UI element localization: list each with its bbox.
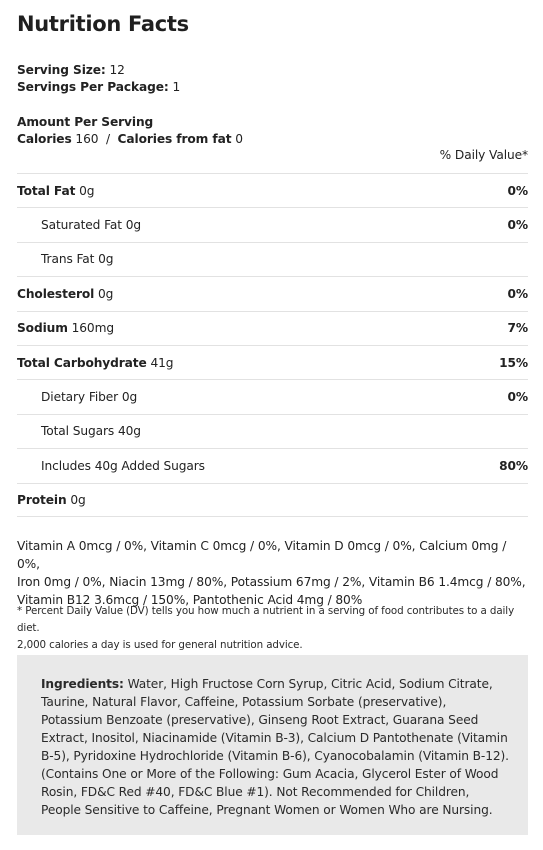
- nutrient-row-protein: [17, 483, 528, 517]
- ingredients-label: Ingredients:: [41, 677, 124, 691]
- serving-size: [17, 62, 180, 79]
- nutrient-row-total-fat: [17, 173, 528, 207]
- nutrient-dv: 80%: [499, 458, 528, 473]
- ingredients-list: Water, High Fructose Corn Syrup, Citric Acid, Sodium Citrate, Taurine, Natural Flavor, Caffeine, Potassium Sorbate (preservative), Potassium Benzoate (preservative), Ginseng Root Extract, Guarana Seed Extract, Inositol, Niacinamide (Vitamin B-3), Calcium D Pantothenate (Vitamin B-5), Pyridoxine Hydrochloride (Vitamin B-6), Cyanocobalamin (Vitamin B-12). (Contains One or More of the Following: Gum Acacia, Glycerol Ester of Wood Rosin, FD&C Red #40, FD&C Blue #1). Not Recommended for Children, People Sensitive to Caffeine, Pregnant Women or Women Who are Nursing.: [41, 677, 509, 817]
- nutrient-name: Cholesterol: [17, 286, 95, 301]
- nutrient-amount: 40g: [117, 424, 141, 439]
- nutrient-name: Protein: [17, 492, 67, 507]
- nutrient-amount: 41g: [150, 355, 174, 370]
- nutrient-name: Includes 40g Added Sugars: [41, 458, 205, 473]
- nutrient-dv: 0%: [507, 390, 528, 405]
- vitamins-line: Vitamin A 0mcg / 0%, Vitamin C 0mcg / 0%, Vitamin D 0mcg / 0%, Calcium 0mg / 0%,: [17, 539, 507, 571]
- nutrient-dv: 0%: [507, 183, 528, 198]
- nutrient-dv: 7%: [507, 321, 528, 336]
- vitamins-minerals: [17, 537, 528, 609]
- nutrient-amount: 0g: [98, 286, 114, 301]
- serving-info: [17, 62, 180, 96]
- footnote-line: 2,000 calories a day is used for general nutrition advice.: [17, 639, 303, 651]
- daily-value-footnote: [17, 603, 528, 654]
- nutrient-amount: 0g: [70, 492, 86, 507]
- serving-size-value: 12: [109, 63, 125, 77]
- nutrient-name: Total Fat: [17, 183, 76, 198]
- nutrient-dv: 0%: [507, 286, 528, 301]
- nutrient-row-cholesterol: [17, 276, 528, 310]
- footnote-line: * Percent Daily Value (DV) tells you how much a nutrient in a serving of food contributes to a daily diet.: [17, 605, 515, 634]
- nutrient-row-total-carbohydrate: [17, 345, 528, 379]
- nutrient-row-dietary-fiber: [17, 379, 528, 413]
- nutrient-row-total-sugars: [17, 414, 528, 448]
- nutrient-amount: 0g: [121, 390, 138, 405]
- ingredients-box: [17, 655, 528, 835]
- calories-from-fat-label: Calories from fat: [117, 132, 232, 146]
- nutrient-name: Total Carbohydrate: [17, 355, 147, 370]
- nutrient-row-added-sugars: [17, 448, 528, 482]
- nutrient-amount: 160mg: [71, 321, 114, 336]
- nutrient-amount: 0g: [98, 252, 114, 267]
- nutrient-row-sodium: [17, 311, 528, 345]
- nutrient-amount: 0g: [79, 183, 95, 198]
- amount-per-serving: [17, 114, 243, 148]
- nutrient-amount: 0g: [125, 218, 141, 233]
- daily-value-header: % Daily Value*: [439, 148, 528, 162]
- vitamins-line: Iron 0mg / 0%, Niacin 13mg / 80%, Potassium 67mg / 2%, Vitamin B6 1.4mcg / 80%,: [17, 575, 526, 589]
- nutrient-name: Dietary Fiber: [41, 390, 119, 405]
- nutrient-dv: 0%: [507, 218, 528, 233]
- servings-per-package-value: 1: [172, 80, 181, 94]
- calories-from-fat-value: 0: [235, 132, 243, 146]
- calories-separator: /: [105, 132, 110, 146]
- calories-line: [17, 131, 243, 148]
- ingredients-text: [41, 675, 511, 819]
- servings-per-package: [17, 79, 180, 96]
- calories-label: Calories: [17, 132, 72, 146]
- nutrient-name: Sodium: [17, 321, 68, 336]
- vitamins-line: Vitamin B12 3.6mcg / 150%, Pantothenic Acid 4mg / 80%: [17, 593, 363, 607]
- nutrient-name: Trans Fat: [41, 252, 95, 267]
- nutrient-dv: 15%: [499, 355, 528, 370]
- page-title: Nutrition Facts: [17, 12, 189, 36]
- servings-per-package-label: Servings Per Package:: [17, 80, 169, 94]
- nutrient-row-trans-fat: [17, 242, 528, 276]
- nutrient-table: [17, 173, 528, 517]
- serving-size-label: Serving Size:: [17, 63, 106, 77]
- amount-header: Amount Per Serving: [17, 115, 154, 129]
- nutrient-name: Total Sugars: [41, 424, 115, 439]
- nutrient-row-saturated-fat: [17, 207, 528, 241]
- calories-value: 160: [75, 132, 99, 146]
- nutrient-name: Saturated Fat: [41, 218, 122, 233]
